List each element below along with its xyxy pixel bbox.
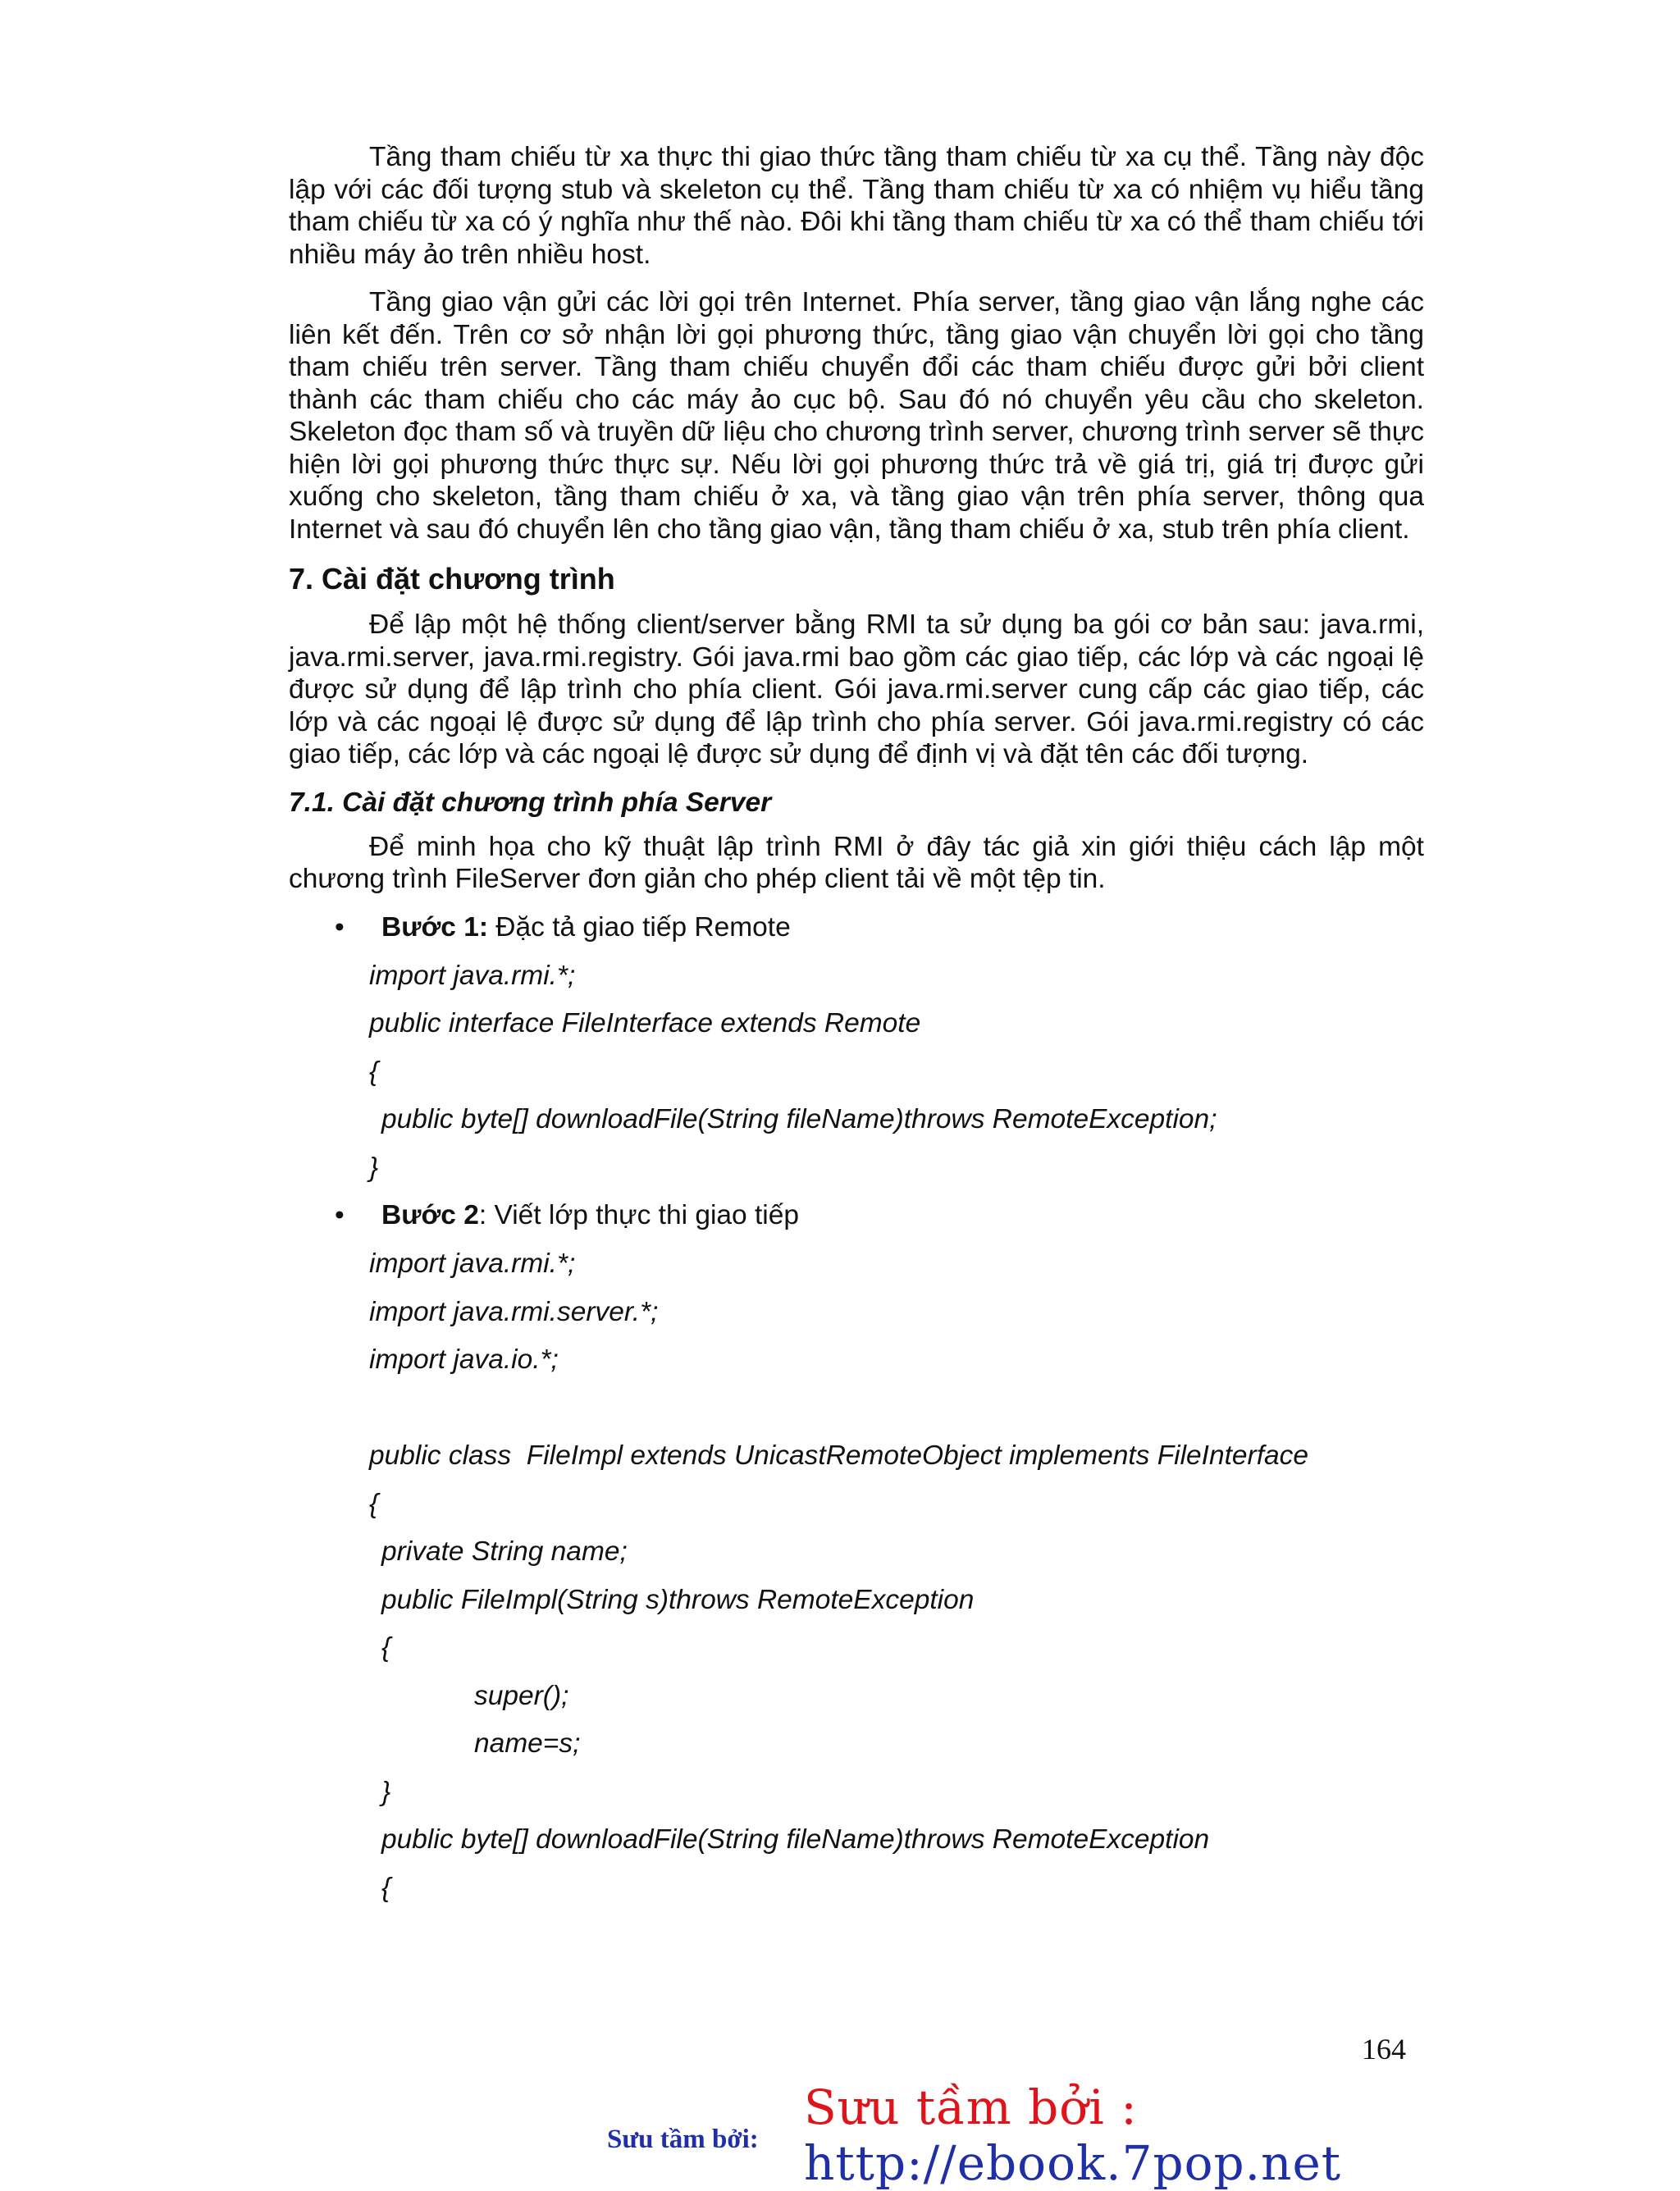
- code-line: import java.rmi.*;: [369, 960, 576, 991]
- step-2-label: Bước 2: [381, 1200, 479, 1230]
- code-line: import java.rmi.server.*;: [369, 1296, 659, 1327]
- watermark-prefix: Sưu tầm bởi :: [804, 2079, 1138, 2135]
- code-line: public FileImpl(String s)throws RemoteException: [381, 1584, 975, 1615]
- step-2-item: [289, 1199, 1424, 1232]
- subsection-heading: 7.1. Cài đặt chương trình phía Server: [289, 787, 772, 818]
- bullet-icon: •: [335, 911, 345, 943]
- code-blank-line: [289, 1392, 1424, 1440]
- code-line: {: [369, 1488, 379, 1519]
- step-1-text: Đặc tả giao tiếp Remote: [488, 911, 791, 943]
- code-line: {: [369, 1056, 379, 1087]
- code-line: private String name;: [381, 1536, 628, 1567]
- step-1-label: Bước 1:: [381, 911, 488, 943]
- paragraph-remote-reference-layer: Tầng tham chiếu từ xa thực thi giao thức tầng tham chiếu từ xa cụ thể. Tầng này độc lập với các đối tượng stub và skeleton cụ thể. Tầng tham chiếu từ xa có nhiệm vụ hiểu tầng tham chiếu từ xa có ý nghĩa như thế nào. Đôi khi tầng tham chiếu từ xa có thể tham chiếu tới nhiều máy ảo trên nhiều host.: [289, 142, 1424, 270]
- step-2-text: : Viết lớp thực thi giao tiếp: [478, 1200, 800, 1230]
- code-line: {: [381, 1872, 391, 1903]
- code-line: public byte[] downloadFile(String fileName)throws RemoteException;: [381, 1104, 1217, 1134]
- document-page: [289, 141, 1424, 1919]
- page-number: 164: [1362, 2033, 1406, 2065]
- code-line: {: [381, 1632, 391, 1663]
- bullet-icon: •: [335, 1200, 345, 1230]
- code-line: import java.rmi.*;: [369, 1248, 576, 1279]
- paragraph-fileserver-intro: Để minh họa cho kỹ thuật lập trình RMI ở đây tác giả xin giới thiệu cách lập một chương trình FileServer đơn giản cho phép client tải về một tệp tin.: [289, 831, 1424, 894]
- watermark-link[interactable]: http://ebook.7pop.net: [804, 2135, 1342, 2191]
- paragraph-rmi-packages: Để lập một hệ thống client/server bằng RMI ta sử dụng ba gói cơ bản sau: java.rmi, java.rmi.server, java.rmi.registry. Gói java.rmi bao gồm các giao tiếp, các lớp và các ngoại lệ được sử dụng để lập trình cho phía client. Gói java.rmi.server cung cấp các giao tiếp, các lớp và các ngoại lệ được sử dụng để lập trình cho phía server. Gói java.rmi.registry có các giao tiếp, các lớp và các ngoại lệ được sử dụng để định vị và đặt tên các đối tượng.: [289, 609, 1424, 769]
- paragraph-transport-layer: Tầng giao vận gửi các lời gọi trên Internet. Phía server, tầng giao vận lắng nghe các liên kết đến. Trên cơ sở nhận lời gọi phương thức, tầng giao vận chuyển lời gọi cho tầng tham chiếu trên server. Tầng tham chiếu chuyển đổi các tham chiếu được gửi bởi client thành các tham chiếu cho các máy ảo cục bộ. Sau đó nó chuyển yêu cầu cho skeleton. Skeleton đọc tham số và truyền dữ liệu cho chương trình server, chương trình server sẽ thực hiện lời gọi phương thức thực sự. Nếu lời gọi phương thức trả về giá trị, giá trị được gửi xuống cho skeleton, tầng tham chiếu ở xa, và tầng giao vận trên phía server, thông qua Internet và sau đó chuyển lên cho tầng giao vận, tầng tham chiếu ở xa, stub trên phía client.: [289, 287, 1424, 545]
- code-line: public class FileImpl extends UnicastRemoteObject implements FileInterface: [369, 1440, 1309, 1471]
- footer-label: Sưu tầm bởi:: [607, 2125, 759, 2154]
- code-line: public byte[] downloadFile(String fileName)throws RemoteException: [381, 1824, 1210, 1855]
- code-line: public interface FileInterface extends Remote: [369, 1008, 921, 1038]
- code-line: super();: [474, 1680, 569, 1711]
- code-line: }: [369, 1152, 379, 1183]
- step-1-item: [289, 911, 1424, 944]
- section-heading: 7. Cài đặt chương trình: [289, 562, 615, 596]
- code-line: }: [381, 1776, 391, 1807]
- code-line: import java.io.*;: [369, 1344, 559, 1375]
- code-line: name=s;: [474, 1728, 581, 1759]
